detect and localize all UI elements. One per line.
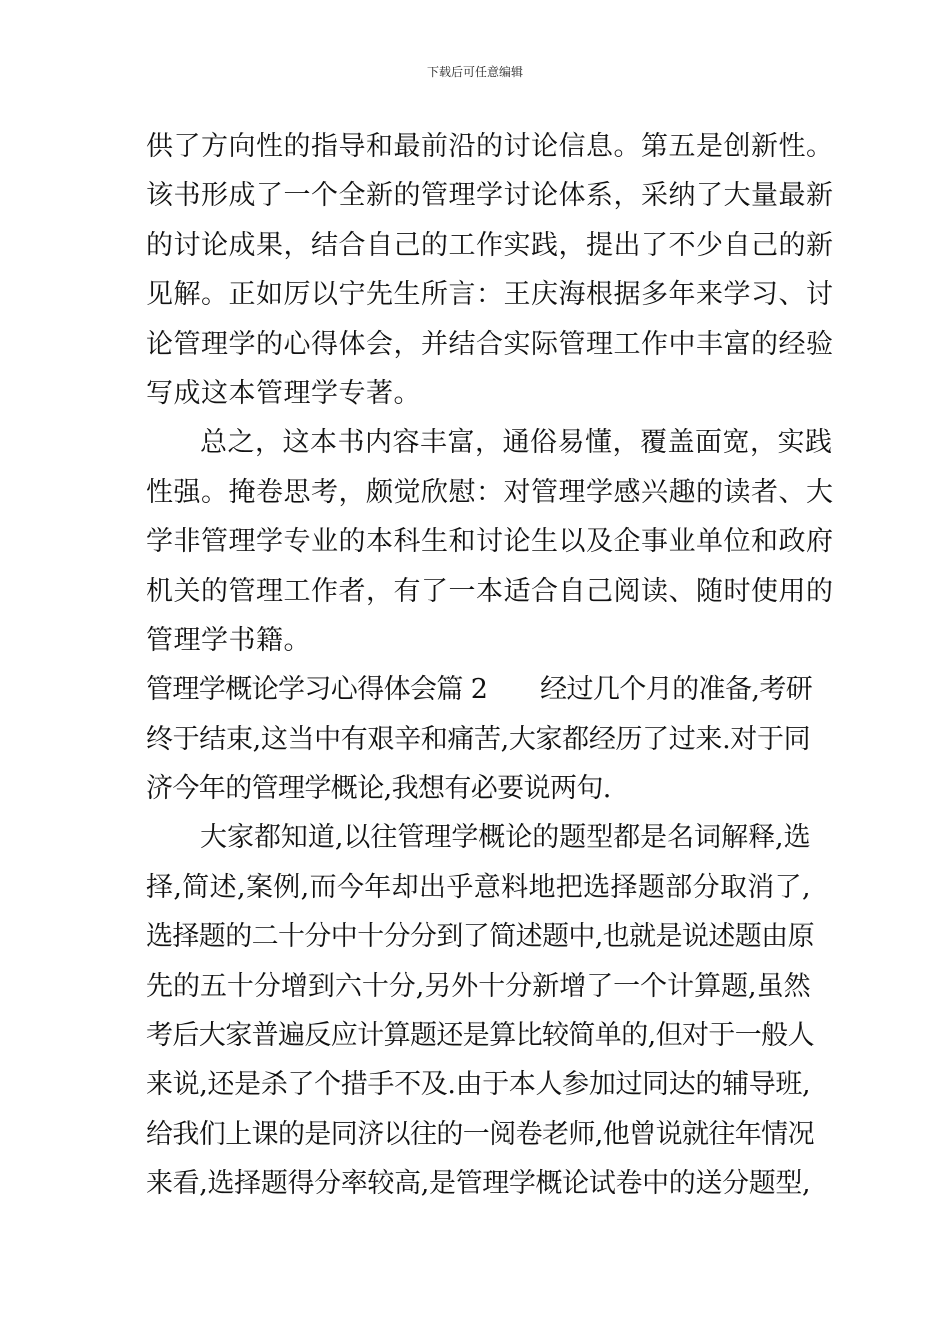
body-line-14: 济今年的管理学概论,我想有必要说两句. — [146, 773, 611, 805]
body-line-9: 学非管理学专业的本科生和讨论生以及企事业单位和政府 — [146, 526, 834, 558]
body-line-19: 考后大家普遍反应计算题还是算比较简单的,但对于一般人 — [146, 1020, 814, 1052]
document-body — [146, 122, 834, 1209]
body-line-21: 给我们上课的是同济以往的一阅卷老师,他曾说就往年情况 — [146, 1118, 814, 1150]
body-line-18: 先的五十分增到六十分,另外十分新增了一个计算题,虽然 — [146, 970, 810, 1002]
body-line-11: 管理学书籍。 — [146, 624, 311, 656]
body-line-7: 总之，这本书内容丰富，通俗易懂，覆盖面宽，实践 — [200, 427, 833, 459]
body-line-20: 来说,还是杀了个措手不及.由于本人参加过同达的辅导班, — [146, 1069, 810, 1101]
body-line-4: 见解。正如厉以宁先生所言：王庆海根据多年来学习、讨 — [146, 279, 834, 311]
body-line-2: 该书形成了一个全新的管理学讨论体系，采纳了大量最新 — [146, 180, 834, 212]
page-header-note: 下载后可任意编辑 — [426, 65, 523, 79]
body-line-3: 的讨论成果，结合自己的工作实践，提出了不少自己的新 — [146, 229, 834, 261]
body-line-6: 写成这本管理学专著。 — [146, 377, 421, 409]
body-line-8: 性强。掩卷思考，颇觉欣慰：对管理学感兴趣的读者、大 — [146, 476, 834, 508]
body-line-10: 机关的管理工作者，有了一本适合自己阅读、随时使用的 — [146, 575, 834, 607]
body-line-1: 供了方向性的指导和最前沿的讨论信息。第五是创新性。 — [146, 131, 834, 162]
body-line-17: 选择题的二十分中十分分到了简述题中,也就是说述题由原 — [146, 921, 814, 953]
body-line-16: 择,简述,案例,而今年却出乎意料地把选择题部分取消了, — [146, 871, 810, 903]
body-line-15: 大家都知道,以往管理学概论的题型都是名词解释,选 — [200, 822, 810, 854]
body-line-22: 来看,选择题得分率较高,是管理学概论试卷中的送分题型, — [146, 1168, 810, 1200]
body-line-5: 论管理学的心得体会，并结合实际管理工作中丰富的经验 — [146, 328, 834, 360]
section-heading-line: 管理学概论学习心得体会篇 2 经过几个月的准备,考研 — [146, 674, 813, 706]
body-line-13: 终于结束,这当中有艰辛和痛苦,大家都经历了过来.对于同 — [146, 723, 810, 755]
